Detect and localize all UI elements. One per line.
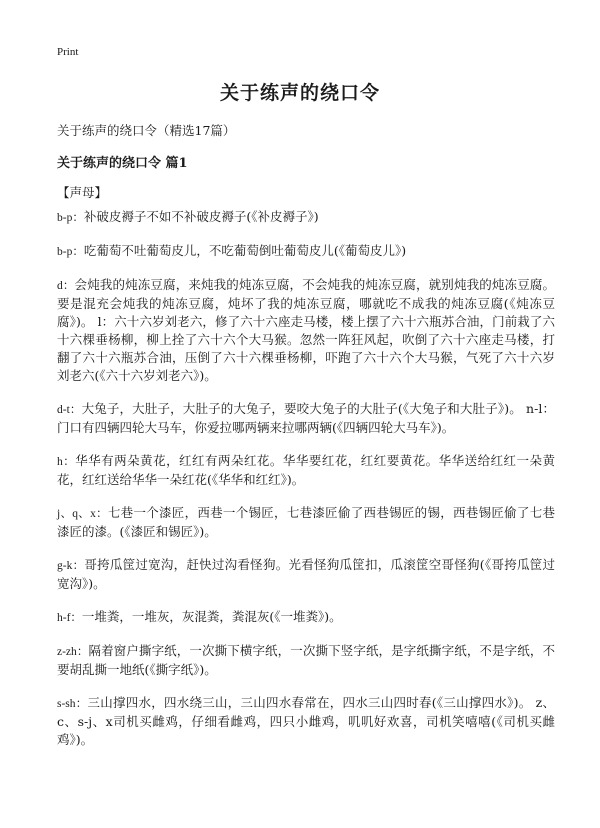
paragraph <box>57 242 555 261</box>
page-title: 关于练声的绕口令 <box>219 82 380 104</box>
article-heading: 关于练声的绕口令 篇1 <box>57 156 188 171</box>
article-body <box>57 208 555 764</box>
paragraph-text: 隔着窗户撕字纸，一次撕下横字纸，一次撕下竖字纸，是字纸撕字纸，不是字纸，不要胡乱撕一地纸(《撕字纸》)。 <box>57 643 555 677</box>
paragraph-text: 会炖我的炖冻豆腐，来炖我的炖冻豆腐，不会炖我的炖冻豆腐，就别炖我的炖冻豆腐。要是混充会炖我的炖冻豆腐，炖坏了我的炖冻豆腐，哪就吃不成我的炖冻豆腐(《炖冻豆腐》)。 l：六十六岁刘老六，修了六十六座走马楼，楼上摆了六十六瓶苏合油，门前栽了六十六棵垂杨柳，柳上拴了六十六个大马猴。忽然一阵狂风起，吹倒了六十六座走马楼，打翻了六十六瓶苏合油，压倒了六十六棵垂杨柳，吓跑了六十六个大马猴，气死了六十六岁刘老六(《六十六岁刘老六》)。 <box>57 277 555 383</box>
paragraph-text: 华华有两朵黄花，红红有两朵红花。华华要红花，红红要黄花。华华送给红红一朵黄花，红红送给华华一朵红花(《华华和红红》)。 <box>57 453 555 487</box>
paragraph <box>57 208 555 227</box>
paragraph-key: d-t： <box>57 404 82 416</box>
paragraph-key: h： <box>57 456 76 468</box>
paragraph-key: b-p： <box>57 212 84 224</box>
paragraph-key: d： <box>57 280 75 292</box>
section-label: 【声母】 <box>57 185 108 200</box>
paragraph-key: j、q、x： <box>57 508 108 520</box>
paragraph <box>57 694 555 749</box>
paragraph-key: h-f： <box>57 612 82 624</box>
paragraph-key: b-p： <box>57 246 84 258</box>
print-label[interactable]: Print <box>57 46 79 58</box>
paragraph-key: z-zh： <box>57 646 89 658</box>
paragraph-text: 吃葡萄不吐葡萄皮儿，不吃葡萄倒吐葡萄皮儿(《葡萄皮儿》) <box>83 243 407 258</box>
paragraph-text: 三山撑四水，四水绕三山，三山四水春常在，四水三山四时春(《三山撑四水》)。 z、c、s-j、x司机买雌鸡，仔细看雌鸡，四只小雌鸡，叽叽好欢喜，司机笑嘻嘻(《司机买雌鸡》)。 <box>57 695 555 747</box>
paragraph <box>57 400 555 437</box>
document-subtitle: 关于练声的绕口令（精选17篇） <box>57 123 236 138</box>
paragraph <box>57 556 555 593</box>
paragraph-text: 补破皮褥子不如不补破皮褥子(《补皮褥子》) <box>83 209 319 224</box>
paragraph-text: 七巷一个漆匠，西巷一个锡匠，七巷漆匠偷了西巷锡匠的锡，西巷锡匠偷了七巷漆匠的漆。(《漆匠和锡匠》)。 <box>57 505 555 539</box>
paragraph <box>57 504 555 541</box>
paragraph-text: 一堆粪，一堆灰，灰混粪，粪混灰(《一堆粪》)。 <box>81 609 342 624</box>
paragraph-key: g-k： <box>57 560 85 572</box>
paragraph <box>57 276 555 385</box>
paragraph <box>57 608 555 627</box>
paragraph-key: s-sh： <box>57 698 88 710</box>
paragraph <box>57 642 555 679</box>
paragraph-text: 哥挎瓜筐过宽沟，赶快过沟看怪狗。光看怪狗瓜筐扣，瓜滚筐空哥怪狗(《哥挎瓜筐过宽沟》)。 <box>57 557 555 591</box>
paragraph-text: 大兔子，大肚子，大肚子的大兔子，要咬大兔子的大肚子(《大兔子和大肚子》)。 n-l：门口有四辆四轮大马车，你爱拉哪两辆来拉哪两辆(《四辆四轮大马车》)。 <box>57 401 555 435</box>
paragraph <box>57 452 555 489</box>
